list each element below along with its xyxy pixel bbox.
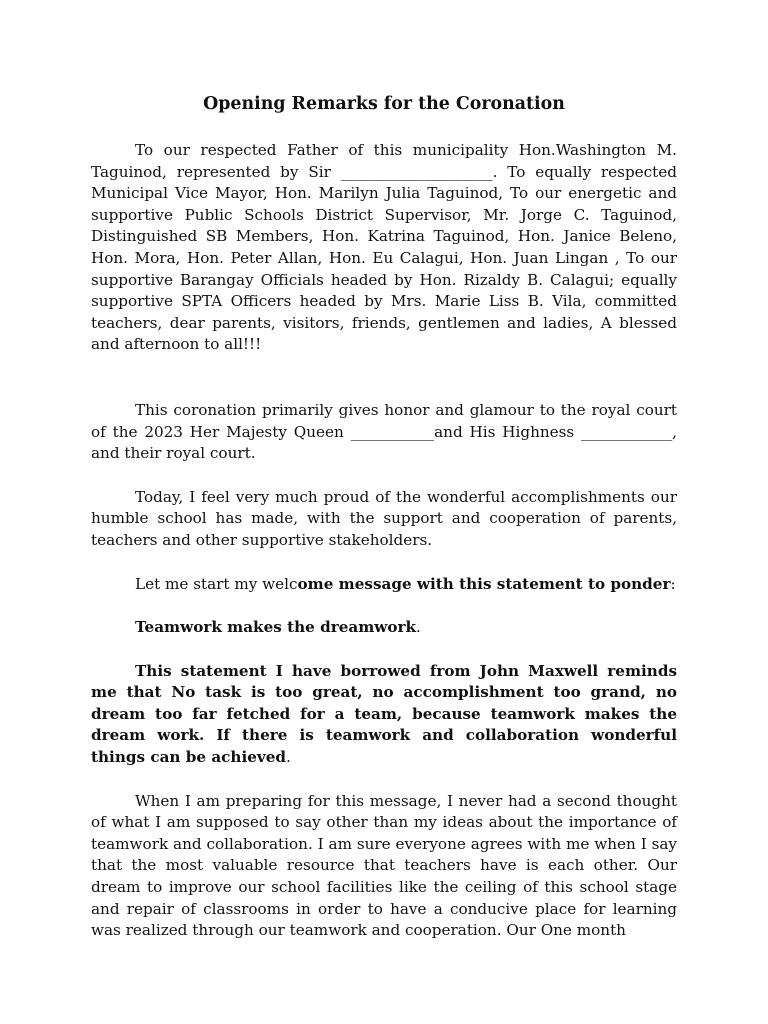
- document-title: Opening Remarks for the Coronation: [203, 94, 565, 114]
- paragraph-preparation: When I am preparing for this message, I never had a second thought of what I am supposed to say other than my ideas about the importance of teamwork and collaboration. I am sure everyone agrees with me when I say that the most valuable resource that teachers have is each other. Our dream to improve our school facilities like the ceiling of this school stage and repair of classrooms in order to have a conducive place for learning was realized through our teamwork and cooperation. Our One month: [91, 791, 677, 940]
- teamwork-statement-bold: Teamwork makes the dreamwork: [135, 618, 417, 637]
- paragraph-teamwork-statement: [91, 617, 677, 639]
- welcome-text-bold: ome message with this statement to ponder: [297, 574, 671, 593]
- paragraph-greeting: To our respected Father of this municipality Hon.Washington M. Taguinod, represented by Sir ____________________. To equally respected Municipal Vice Mayor, Hon. Marilyn Julia Taguinod, To our energetic and supportive Public Schools District Supervisor, Mr. Jorge C. Taguinod, Distinguished SB Members, Hon. Katrina Taguinod, Hon. Janice Beleno, Hon. Mora, Hon. Peter Allan, Hon. Eu Calagui, Hon. Juan Lingan , To our supportive Barangay Officials headed by Hon. Rizaldy B. Calagui; equally supportive SPTA Officers headed by Mrs. Marie Liss B. Vila, committed teachers, dear parents, visitors, friends, gentlemen and ladies, A blessed and afternoon to all!!!: [91, 141, 677, 354]
- maxwell-quote-bold: This statement I have borrowed from John Maxwell reminds me that No task is too great, no accomplishment too grand, no dream too far fetched for a team, because teamwork makes the dream work. If there is teamwork and collaboration wonderful things can be achieved: [91, 661, 677, 767]
- teamwork-statement-end: .: [416, 618, 421, 637]
- paragraph-maxwell-quote: [91, 661, 677, 769]
- welcome-text-end: :: [670, 574, 676, 593]
- maxwell-quote-end: .: [285, 748, 291, 767]
- welcome-text-plain: Let me start my welc: [135, 574, 298, 593]
- document-page: [91, 92, 677, 942]
- paragraph-welcome: [91, 574, 677, 596]
- paragraph-accomplishments: Today, I feel very much proud of the wonderful accomplishments our humble school has made, with the support and cooperation of parents, teachers and other supportive stakeholders.: [91, 487, 677, 549]
- paragraph-coronation: This coronation primarily gives honor and glamour to the royal court of the 2023 Her Majesty Queen ___________and His Highness ____________, and their royal court.: [91, 400, 677, 463]
